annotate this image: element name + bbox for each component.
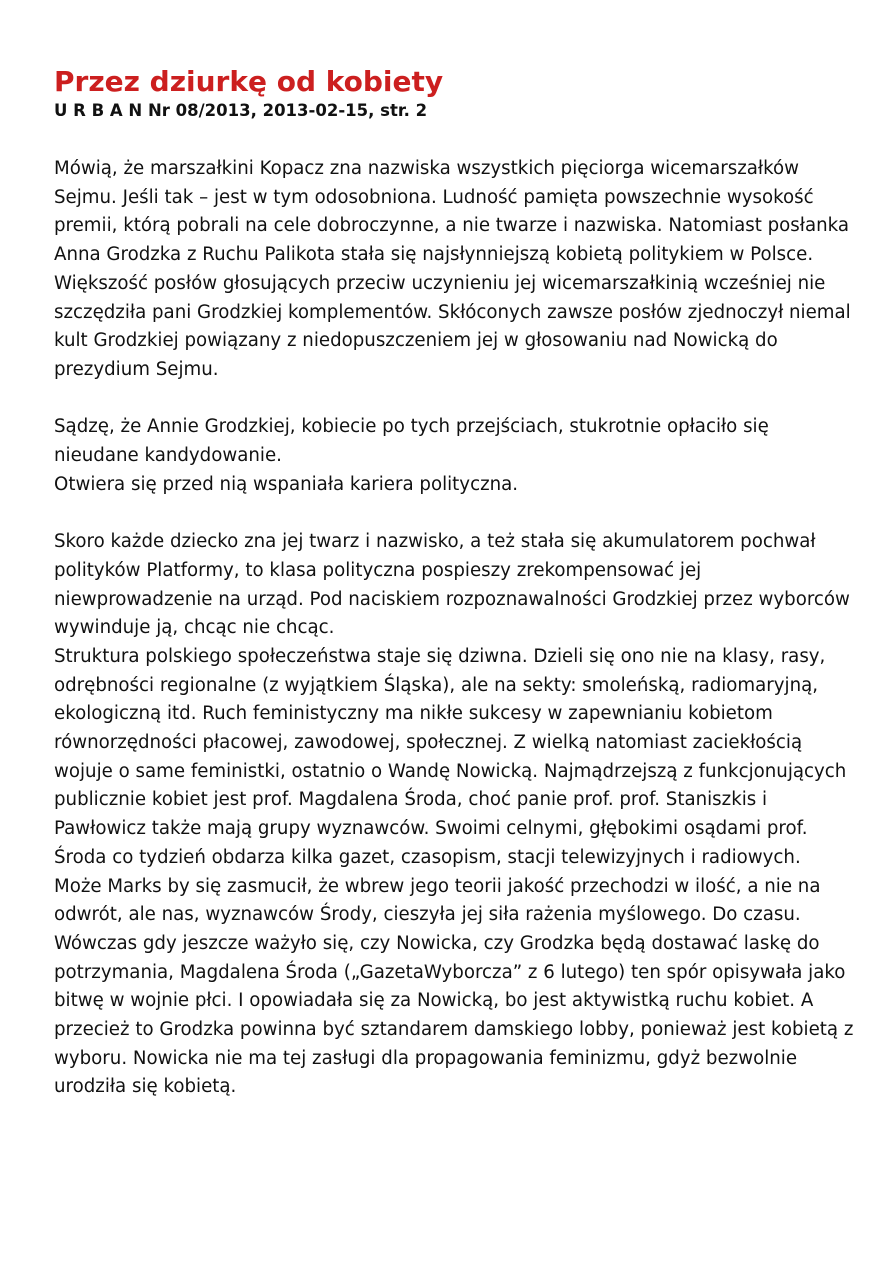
paragraph-5: Struktura polskiego społeczeństwa staje się dziwna. Dzieli się ono nie na klasy, rasy, odrębności regionalne (z wyjątkiem Śląska), ale na sekty: smoleńską, radiomaryjną, ekologiczną itd. Ruch feministyczny ma nikłe sukcesy w zapewnianiu kobietom równorzędności płacowej, zawodowej, społecznej. Z wielką natomiast zaciekłością wojuje o same feministki, ostatnio o Wandę Nowicką. Najmądrzejszą z funkcjonujących publicznie kobiet jest prof. Magdalena Środa, choć panie prof. prof. Staniszkis i Pawłowicz także mają grupy wyznawców. Swoimi celnymi, głębokimi osądami prof. Środa co tydzień obdarza kilka gazet, czasopism, stacji telewizyjnych i radiowych. Może Marks by się zasmucił, że wbrew jego teorii jakość przechodzi w ilość, a nie na odwrót, ale nas, wyznawców Środy, cieszyła jej siła rażenia myślowego. Do czasu.	[54, 645, 847, 926]
paragraph-gap	[54, 385, 854, 414]
paragraph-gap	[54, 499, 854, 528]
paragraph-2: Sądzę, że Annie Grodzkiej, kobiecie po tych przejściach, stukrotnie opłaciło się nieudane kandydowanie.	[54, 416, 769, 467]
paragraph-4: Skoro każde dziecko zna jej twarz i nazwisko, a też stała się akumulatorem pochwał polityków Platformy, to klasa polityczna pospieszy zrekompensować jej niewprowadzenie na urząd. Pod naciskiem rozpoznawalności Grodzkiej przez wyborców wywinduje ją, chcąc nie chcąc.	[54, 531, 850, 639]
paragraph-6: Wówczas gdy jeszcze ważyło się, czy Nowicka, czy Grodzka będą dostawać laskę do potrzymania, Magdalena Środa („GazetaWyborcza” z 6 lutego) ten spór opisywała jako bitwę w wojnie płci. I opowiadała się za Nowicką, bo jest aktywistką ruchu kobiet. A przecież to Grodzka powinna być sztandarem damskiego lobby, ponieważ jest kobietą z wyboru. Nowicka nie ma tej zasługi dla propagowania feminizmu, gdyż bezwolnie urodziła się kobietą.	[54, 932, 854, 1098]
article-title: Przez dziurkę od kobiety	[54, 65, 444, 98]
article-source: U R B A N Nr 08/2013, 2013-02-15, str. 2	[54, 101, 428, 120]
paragraph-1: Mówią, że marszałkini Kopacz zna nazwiska wszystkich pięciorga wicemarszałków Sejmu. Jeśli tak – jest w tym odosobniona. Ludność pamięta powszechnie wysokość premii, którą pobrali na cele dobroczynne, a nie twarze i nazwiska. Natomiast posłanka Anna Grodzka z Ruchu Palikota stała się najsłynniejszą kobietą politykiem w Polsce. Większość posłów głosujących przeciw uczynieniu jej wicemarszałkinią wcześniej nie szczędziła pani Grodzkiej komplementów. Skłóconych zawsze posłów zjednoczył niemal kult Grodzkiej powiązany z niedopuszczeniem jej w głosowaniu nad Nowicką do prezydium Sejmu.	[54, 158, 851, 380]
paragraph-3: Otwiera się przed nią wspaniała kariera polityczna.	[54, 473, 519, 495]
article	[54, 64, 854, 1102]
